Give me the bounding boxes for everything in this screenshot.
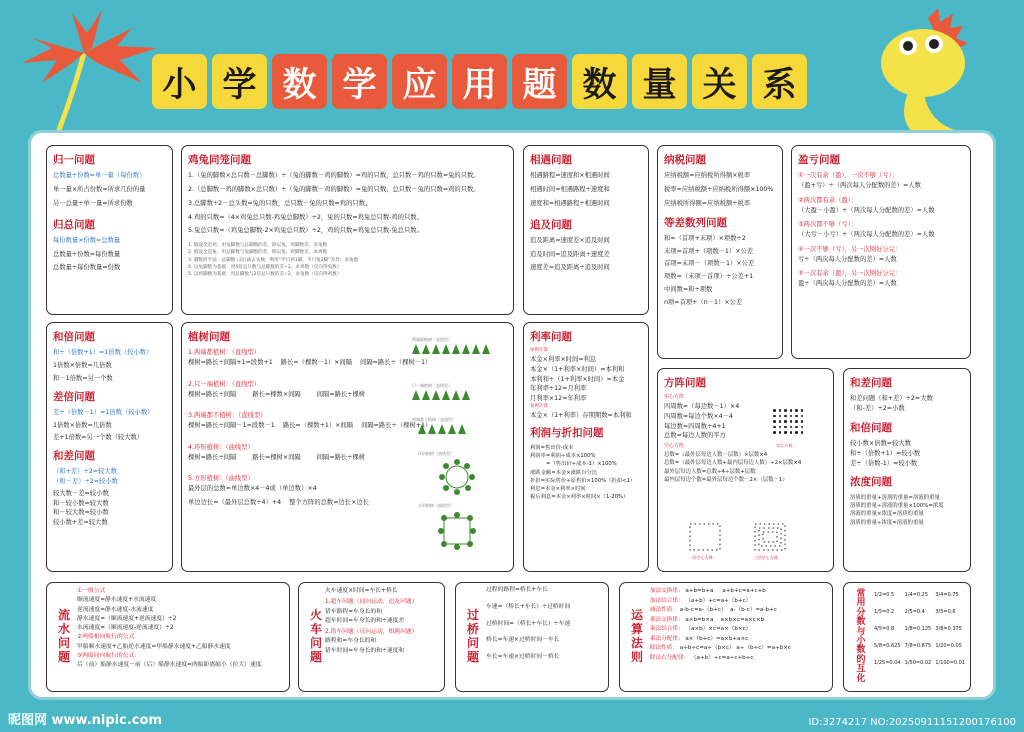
formula: 本利和÷（1+利率×时间）=本金 bbox=[530, 375, 625, 383]
formula: 单一量×所占份数=所求几份的量 bbox=[53, 186, 146, 194]
formula: 溶液的重量×浓度=溶质的重量 bbox=[850, 511, 924, 518]
formula: （和-差）÷2=小数 bbox=[850, 405, 905, 413]
law-label: 除法右分配律： bbox=[650, 654, 690, 661]
title-char: 问 bbox=[57, 636, 70, 650]
case-label: 5.方形植树：（曲线型） bbox=[188, 475, 254, 483]
law-label: 加法结合律： bbox=[650, 597, 684, 604]
sub-label: 实心方阵 bbox=[664, 394, 685, 401]
formula: 首项=末项－（项数－1）×公差 bbox=[664, 260, 755, 268]
panel-train bbox=[298, 582, 445, 692]
formula: 每份数量×份数=总数量 bbox=[53, 236, 121, 244]
tree-row-illustration bbox=[412, 390, 472, 404]
heading: 相遇问题 bbox=[530, 154, 572, 166]
illustration-caption: 两端都不植树（直线型） bbox=[412, 417, 456, 422]
fraction-cell: 4/5=0.8 bbox=[874, 626, 895, 632]
title-char: 桥 bbox=[466, 622, 479, 637]
title-char: 小 bbox=[152, 54, 207, 109]
formula: 末项=首项+（项数－1）×公差 bbox=[664, 247, 754, 255]
formula: 路长=（棵数－1）×间隔 bbox=[280, 359, 353, 367]
formula: 月利率×12=年利率 bbox=[530, 395, 587, 403]
formula: 较小数×倍数=较大数 bbox=[850, 440, 911, 448]
formula: 总数量÷每份数量=份数 bbox=[53, 264, 121, 272]
fraction-cell: 1/5=0.2 bbox=[874, 609, 895, 615]
formula: 水流速度=（顺流速度-逆流速度）÷2 bbox=[77, 625, 174, 632]
formula: 1.（兔的脚数×总只数－总脚数）÷（兔的脚数－鸡的脚数）=鸡的只数，总只数－鸡的只数=兔的只数。 bbox=[188, 172, 480, 180]
formula: 四周数=每边个数×4－4 bbox=[664, 412, 733, 420]
formula: 甲船顺水速度+乙船逆水速度=甲船静水速度+乙船静水速度 bbox=[77, 643, 231, 650]
formula: 顺流速度=静水速度+水流速度 bbox=[77, 597, 157, 604]
formula: 火车速度×时间=车长+桥长 bbox=[325, 588, 398, 594]
panel-sum-multiple bbox=[46, 322, 173, 572]
title-char: 则 bbox=[630, 649, 643, 664]
panel-surplus-deficit bbox=[791, 145, 971, 359]
title-char: 流 bbox=[57, 608, 70, 623]
formula: 差÷（倍数－1）=1倍数（较小数） bbox=[53, 408, 154, 416]
formula: 路长=棵树×间隔 bbox=[252, 453, 301, 461]
formula: 间隔=路长÷棵树 bbox=[316, 390, 366, 398]
heading: 纳税问题 bbox=[664, 154, 706, 166]
formula: 相遇路程=速度和×相遇时间 bbox=[530, 172, 610, 180]
formula: 追及距离=速度差×追及时间 bbox=[530, 236, 610, 244]
heading: 浓度问题 bbox=[850, 476, 892, 489]
formula: 后（前）船静水速度－前（后）船静水速度=两船距离缩小（拉大）速度 bbox=[77, 662, 262, 669]
formula: （a+b）÷c=a÷c+b÷c bbox=[690, 654, 754, 661]
formula: 1倍数×倍数=几倍数 bbox=[53, 421, 112, 429]
panel-fraction-decimal bbox=[843, 582, 971, 692]
formula: 溶质的重量+溶剂的重量=溶液的重量 bbox=[850, 494, 940, 501]
illustration-caption: 两端都植树（直线型） bbox=[412, 337, 452, 342]
illustration-caption: 环形植树（曲线型） bbox=[418, 451, 454, 456]
palm-tree-icon bbox=[12, 8, 162, 148]
formula: 棵树=路长÷间隔 bbox=[188, 390, 237, 398]
case-label: 1.两端都植树：（直线型） bbox=[188, 349, 261, 357]
case-label: ④一次不够（亏），另一次刚好分完： bbox=[798, 245, 902, 253]
title-char: 问 bbox=[309, 636, 322, 650]
sub-label: 复利计算 bbox=[530, 403, 548, 409]
case-label: ①一次有余（盈），一次不够（亏）： bbox=[798, 172, 899, 180]
formula: 和－1倍数=另一个数 bbox=[53, 374, 113, 382]
case-label: ①一般公式 bbox=[77, 588, 106, 594]
law-label: 除法性质： bbox=[650, 645, 678, 651]
formula: 速度差=追及距离÷追及时间 bbox=[530, 264, 610, 272]
title-char: 数 bbox=[572, 54, 627, 109]
formula: 另一总量÷单一量=所求份数 bbox=[53, 199, 133, 207]
formula: 整个方阵的总数=边长×边长 bbox=[289, 498, 369, 506]
title-char: 运 bbox=[630, 608, 643, 623]
title-char: 法 bbox=[630, 636, 643, 650]
formula: a×b=b×a bbox=[685, 616, 714, 623]
formula: 3.总脚数÷2－总头数=兔的只数，总只数－兔的只数=鸡的只数。 bbox=[188, 199, 372, 207]
case-label: 3.两端都不植树：（直线型） bbox=[188, 412, 267, 420]
panel-tree-planting bbox=[181, 322, 514, 572]
formula: 利息=本金×利率×时间 bbox=[530, 485, 586, 492]
formula: 2.（总脚数－鸡的脚数×总只数）÷（兔的脚数－鸡的脚数）=兔的只数，总只数－兔的只数=鸡的只数。 bbox=[188, 186, 480, 194]
note: 2. 假设全是兔：用总脚数与兔脚数的差，除以兔、鸡脚数差，求鸡数 bbox=[188, 250, 328, 256]
formula: 车长=车速×过桥时间－桥长 bbox=[486, 654, 560, 661]
ring-tree-icon bbox=[437, 457, 477, 497]
formula: 亏÷（两次每人分配数的差）=人数 bbox=[798, 255, 897, 263]
formula: 较大数－差=较小数 bbox=[53, 489, 109, 497]
panel-interest-profit bbox=[523, 322, 649, 572]
formula: 逆流速度=静水速度-水流速度 bbox=[77, 606, 154, 613]
title-char: 火 bbox=[309, 608, 322, 623]
illustration-caption: 三层空心方阵 bbox=[753, 555, 779, 560]
case-label: 4.环形植树：（曲线型） bbox=[188, 443, 254, 451]
formula: （a×b）×c=a×（b×c） bbox=[685, 626, 752, 632]
formula: 速度和=相遇路程÷相遇时间 bbox=[530, 199, 610, 207]
case-label: ⑤一次有余（盈），另一次刚好分完： bbox=[798, 270, 902, 278]
title-char: 题 bbox=[512, 54, 567, 109]
formula: 差÷（倍数-1）=较小数 bbox=[850, 459, 918, 467]
title-char: 应 bbox=[392, 54, 447, 109]
formula: 间隔=路长÷（棵树+1） bbox=[361, 422, 432, 430]
formula: 税率=应纳税额÷应纳税所得额×100% bbox=[664, 186, 774, 194]
title-char: 题 bbox=[466, 649, 479, 664]
formula: a-（b-c）=a-b+c bbox=[730, 607, 777, 613]
formula: a×（b+c）=a×b+a×c bbox=[685, 635, 749, 642]
formula: 棵树=路长÷间隔－1=段数－1 bbox=[188, 422, 275, 430]
vertical-title bbox=[464, 583, 482, 691]
formula: 利润率=利润÷成本×100% bbox=[530, 453, 596, 460]
formula: 折扣=实际售价÷原售价×100%（折扣<1） bbox=[530, 477, 636, 484]
formula: 路程和=车身长的和 bbox=[325, 638, 377, 645]
panel-tax-arith bbox=[657, 145, 783, 359]
panel-operation-laws bbox=[619, 582, 833, 692]
formula: 车速=（桥长+车长）÷过桥时间 bbox=[486, 603, 571, 610]
case-label: ②两次都有余（盈）： bbox=[798, 196, 858, 204]
heading: 追及问题 bbox=[530, 218, 572, 231]
title-char: 学 bbox=[332, 54, 387, 109]
title-char: 的 bbox=[856, 654, 866, 665]
panel-meeting-chase bbox=[523, 145, 649, 315]
heading: 和差问题 bbox=[850, 377, 892, 389]
note: 4. 以兔脚数为基础：用4倍总只数与总脚数的差÷2，求鸡数（反向得兔数） bbox=[188, 265, 342, 271]
formula: （大亏－小亏）÷（两次每人分配数的差）=人数 bbox=[798, 231, 935, 239]
fraction-cell: 3/4=0.75 bbox=[935, 592, 959, 598]
tree-row-illustration bbox=[418, 424, 468, 438]
tree-row-illustration bbox=[412, 344, 492, 358]
formula: 溶质的重量÷溶液的重量×100%=浓度 bbox=[850, 502, 944, 509]
formula: 静水速度=（顺流速度+逆流速度）÷2 bbox=[77, 615, 177, 622]
title-char: 化 bbox=[856, 673, 866, 684]
case-label: 2.只一端植树：（直线型） bbox=[188, 380, 261, 388]
title-char: 车 bbox=[309, 622, 322, 637]
vertical-title bbox=[55, 583, 73, 691]
note: 3. 脚数折半法：总脚数÷2后减去头数，利用“半只鸡1脚、半只兔2脚”差异，求兔数 bbox=[188, 257, 359, 263]
fraction-cell: 3/8=0.375 bbox=[935, 626, 962, 632]
formula: =（售出价÷成本-1）×100% bbox=[546, 461, 617, 468]
title-char: 数 bbox=[272, 54, 327, 109]
formula-row bbox=[188, 498, 507, 508]
case-label: ②两船相向航行的公式 bbox=[77, 634, 135, 641]
formula: 和差问题（和+差）÷2=大数 bbox=[850, 395, 933, 403]
title-char: 互 bbox=[856, 664, 866, 675]
formula: a×b×c=a×c×b bbox=[720, 616, 765, 623]
formula: 项数=（末项－首项）÷公差+1 bbox=[664, 273, 754, 281]
case-label: 2.错车问题（反向运动，相遇问题） bbox=[325, 629, 418, 636]
heading: 方阵问题 bbox=[664, 377, 706, 389]
vertical-title bbox=[852, 583, 870, 691]
formula: （和+差）÷2=较大数 bbox=[53, 468, 117, 476]
vertical-title bbox=[307, 583, 325, 691]
formula: 最内层每边个数=最外层每边个数－2×（层数－1） bbox=[664, 476, 788, 483]
formula: 路长=棵数×间隔 bbox=[252, 390, 301, 398]
formula: a÷（b÷c）=a÷b×c bbox=[736, 645, 792, 651]
page-title bbox=[152, 54, 807, 109]
dinosaur-icon bbox=[868, 8, 998, 138]
fraction-cell: 7/8=0.875 bbox=[904, 643, 932, 649]
formula: 每边数=四周数÷4+1 bbox=[664, 422, 726, 430]
formula: 本金×（1+利率）存期期数=本利和 bbox=[530, 411, 632, 419]
formula: a-b-c=a-（b+c） bbox=[679, 607, 727, 613]
case-label: ③两船同向航行的公式： bbox=[77, 652, 141, 659]
title-char: 分 bbox=[856, 607, 866, 618]
formula: a+b=b+a bbox=[685, 588, 714, 594]
title-char: 小 bbox=[856, 636, 866, 646]
heading: 归一问题 bbox=[53, 154, 95, 166]
title-char: 过 bbox=[466, 608, 479, 623]
formula: 1倍数×倍数=几倍数 bbox=[53, 362, 112, 370]
formula: 总数=每边人数的平方 bbox=[664, 432, 726, 440]
fraction-cell: 2/5=0.4 bbox=[904, 609, 925, 615]
panel-water-flow bbox=[46, 582, 290, 692]
formula: 棵树=路长÷间隔 bbox=[188, 453, 237, 461]
title-char: 与 bbox=[856, 626, 866, 637]
heading: 植树问题 bbox=[188, 331, 230, 343]
title-char: 问 bbox=[466, 636, 479, 650]
formula: （大盈－小盈）÷（两次每人分配数的差）=人数 bbox=[798, 206, 935, 214]
fraction-cell: 1/25=0.04 bbox=[874, 660, 901, 666]
formula: 过程的路程=桥长+车长 bbox=[486, 587, 548, 593]
formula: 棵树=路长÷间隔+1=段数+1 bbox=[188, 359, 273, 367]
fraction-cell: 1/8=0.125 bbox=[904, 626, 932, 632]
formula: 溶质的重量÷浓度=溶液的重量 bbox=[850, 519, 924, 526]
formula: （盈+亏）÷（两次每人分配数的差）=人数 bbox=[798, 182, 921, 190]
square-tree-icon bbox=[437, 511, 477, 551]
formula: 盈÷（两次每人分配数的差）=人数 bbox=[798, 280, 897, 288]
law-label: 乘法结合律： bbox=[650, 626, 684, 632]
formula: 4.鸡的只数=（4×鸡兔总只数-鸡兔总脚数）÷2，兔的只数=鸡兔总只数-鸡的只数。 bbox=[188, 213, 423, 221]
formula: （a+b）+c=a+（b+c） bbox=[685, 597, 752, 604]
case-label: ③两次都不够（亏）： bbox=[798, 221, 858, 229]
panel-bridge bbox=[455, 582, 609, 692]
law-label: 乘法交换律： bbox=[650, 616, 684, 623]
formula: 利润=售出价-成本 bbox=[530, 444, 574, 451]
fraction-cell: 1/100=0.01 bbox=[935, 660, 966, 666]
formula: 桥长=车速×过桥时间－车长 bbox=[486, 637, 560, 644]
title-char: 学 bbox=[212, 54, 267, 109]
formula: 总数量÷份数=单一量（每份数） bbox=[53, 172, 146, 180]
formula: 和=（首项+末项）×项数÷2 bbox=[664, 234, 746, 242]
fraction-cell: 1/20=0.05 bbox=[935, 643, 962, 649]
formula: 错车时间=车身长的和÷速度和 bbox=[325, 647, 405, 654]
formula: 应纳税所得额=应纳税额÷税率 bbox=[664, 199, 751, 207]
heading: 和倍问题 bbox=[53, 331, 95, 343]
fraction-cell: 5/8=0.625 bbox=[874, 643, 901, 649]
formula: 路长=（棵数+1）×间隔 bbox=[282, 422, 354, 430]
title-char: 水 bbox=[57, 622, 70, 637]
formula: （和－差）÷2=较小数 bbox=[53, 478, 118, 486]
hollow-array-icon bbox=[688, 522, 724, 552]
title-char: 量 bbox=[632, 54, 687, 109]
heading: 和差问题 bbox=[53, 450, 95, 463]
title-char: 算 bbox=[630, 622, 643, 637]
panel-square-array bbox=[657, 368, 834, 572]
heading: 差倍问题 bbox=[53, 390, 95, 403]
title-char: 常 bbox=[856, 588, 866, 599]
sub-label: 空心方阵 bbox=[664, 443, 685, 450]
formula-row bbox=[188, 358, 507, 368]
formula: 年利率÷12=月利率 bbox=[530, 385, 587, 393]
formula: 中间数=和÷项数 bbox=[664, 285, 713, 293]
formula: 最外层的总数=单边数×4－4或（单边数）×4 bbox=[188, 485, 317, 493]
formula: 四周数=（每边数－1）×4 bbox=[664, 403, 740, 411]
illustration-caption: 只一端植树（直线型） bbox=[412, 383, 452, 388]
law-label: 加法交换律： bbox=[650, 588, 684, 594]
formula: n项=首项+（n－1）×公差 bbox=[664, 298, 743, 306]
title-char: 用 bbox=[856, 598, 866, 609]
heading: 等差数列问题 bbox=[664, 216, 727, 229]
formula: 总数=（最外层每边人数－层数）×层数×4 bbox=[664, 451, 768, 458]
formula: 涨跌金额=本金×涨跌百分比 bbox=[530, 469, 598, 476]
formula: 总数量÷份数=每份数量 bbox=[53, 250, 121, 258]
sub-label: 单利计算 bbox=[530, 348, 548, 354]
illustration-caption: 一层空心方阵 bbox=[688, 555, 714, 560]
heading: 利率问题 bbox=[530, 331, 572, 343]
fraction-cell: 3/5=0.6 bbox=[935, 609, 956, 615]
formula: 相遇时间=相遇路程÷速度和 bbox=[530, 186, 610, 194]
note: 1. 假设全是鸡：用兔脚数与总脚数的差，除以兔、鸡脚数差，求兔数 bbox=[188, 243, 328, 249]
title-char: 用 bbox=[452, 54, 507, 109]
illustration-caption: 实心方阵 bbox=[776, 443, 793, 448]
heading: 利润与折扣问题 bbox=[530, 426, 604, 439]
formula: 间隔=路长÷棵树 bbox=[316, 453, 366, 461]
hollow-array-3-icon bbox=[753, 522, 789, 552]
formula: 超车时间=车身长的和÷速度差 bbox=[325, 617, 405, 624]
watermark-right: ID:3274217 NO:20250911151200176100 bbox=[808, 717, 1016, 728]
formula: 和－较大数=较小数 bbox=[53, 509, 109, 517]
panel-concentration bbox=[843, 368, 971, 572]
formula: a+b+c=a+c+b bbox=[722, 588, 766, 594]
law-label: 乘法分配律： bbox=[650, 635, 684, 642]
formula: 和÷（倍数+1）=较小数 bbox=[850, 449, 921, 457]
case-label: 1.超车问题（同向运动，追及问题） bbox=[325, 599, 418, 606]
title-char: 系 bbox=[752, 54, 807, 109]
formula: 本金×（1+利率×时间）=本利和 bbox=[530, 365, 625, 373]
formula: 追及时间=追及距离÷速度差 bbox=[530, 250, 610, 258]
panel-chicken-rabbit bbox=[181, 145, 514, 315]
formula: 过桥时间=（桥长+车长）÷车速 bbox=[486, 620, 571, 627]
formula: 差+1倍数=另一个数（较大数） bbox=[53, 434, 144, 442]
formula: 本金×利率×时间=利息 bbox=[530, 356, 597, 364]
title-char: 题 bbox=[309, 649, 322, 664]
illustration-caption: 方形植树（曲线型） bbox=[418, 503, 454, 508]
vertical-title bbox=[628, 583, 646, 691]
formula: 最外层每边人数=总数÷4÷层数+层数 bbox=[664, 468, 756, 475]
title-char: 关 bbox=[692, 54, 747, 109]
formula: 税后利息=本金×利率×时间×（1-20%） bbox=[530, 494, 629, 501]
law-label: 减法性质： bbox=[650, 607, 678, 613]
heading: 鸡兔同笼问题 bbox=[188, 154, 251, 166]
fraction-cell: 1/2=0.5 bbox=[874, 592, 895, 598]
note: 5. 以鸡脚数为基础：用总脚数与2倍总只数的差÷2，求兔数（反向得鸡数） bbox=[188, 272, 342, 278]
heading: 盈亏问题 bbox=[798, 154, 840, 166]
formula: 和÷（倍数+1）=1倍数（较小数） bbox=[53, 349, 153, 357]
title-char: 题 bbox=[57, 649, 70, 664]
heading: 和倍问题 bbox=[850, 421, 892, 434]
watermark-left: 昵图网 www.nipic.com bbox=[8, 713, 162, 728]
formula: 应纳税额=应纳税所得额×税率 bbox=[664, 172, 751, 180]
formula: 间隔=路长÷（棵树－1） bbox=[360, 359, 432, 367]
formula: 5.兔总只数=（鸡兔总脚数-2×鸡兔总只数）÷2，鸡的只数=鸡兔总只数-兔总只数。 bbox=[188, 227, 423, 235]
formula: 总数=（最外层每边人数+最内层每边人数）÷2×层数×4 bbox=[664, 460, 802, 467]
formula: a÷b÷c=a÷（b×c） bbox=[679, 645, 735, 651]
formula: 错车路程=车身长的和 bbox=[325, 608, 383, 615]
title-char: 数 bbox=[856, 617, 866, 628]
title-char: 数 bbox=[856, 645, 866, 656]
formula: 较小数+差=较大数 bbox=[53, 519, 108, 527]
fraction-cell: 1/4=0.25 bbox=[904, 592, 929, 598]
fraction-cell: 1/50=0.02 bbox=[904, 660, 932, 666]
solid-array-illustration bbox=[773, 409, 803, 434]
formula: 和－较小数=较大数 bbox=[53, 499, 109, 507]
heading: 归总问题 bbox=[53, 218, 95, 231]
panel-unit-total bbox=[46, 145, 173, 315]
formula: 单边边长=（最外层总数÷4）+4 bbox=[188, 498, 282, 506]
